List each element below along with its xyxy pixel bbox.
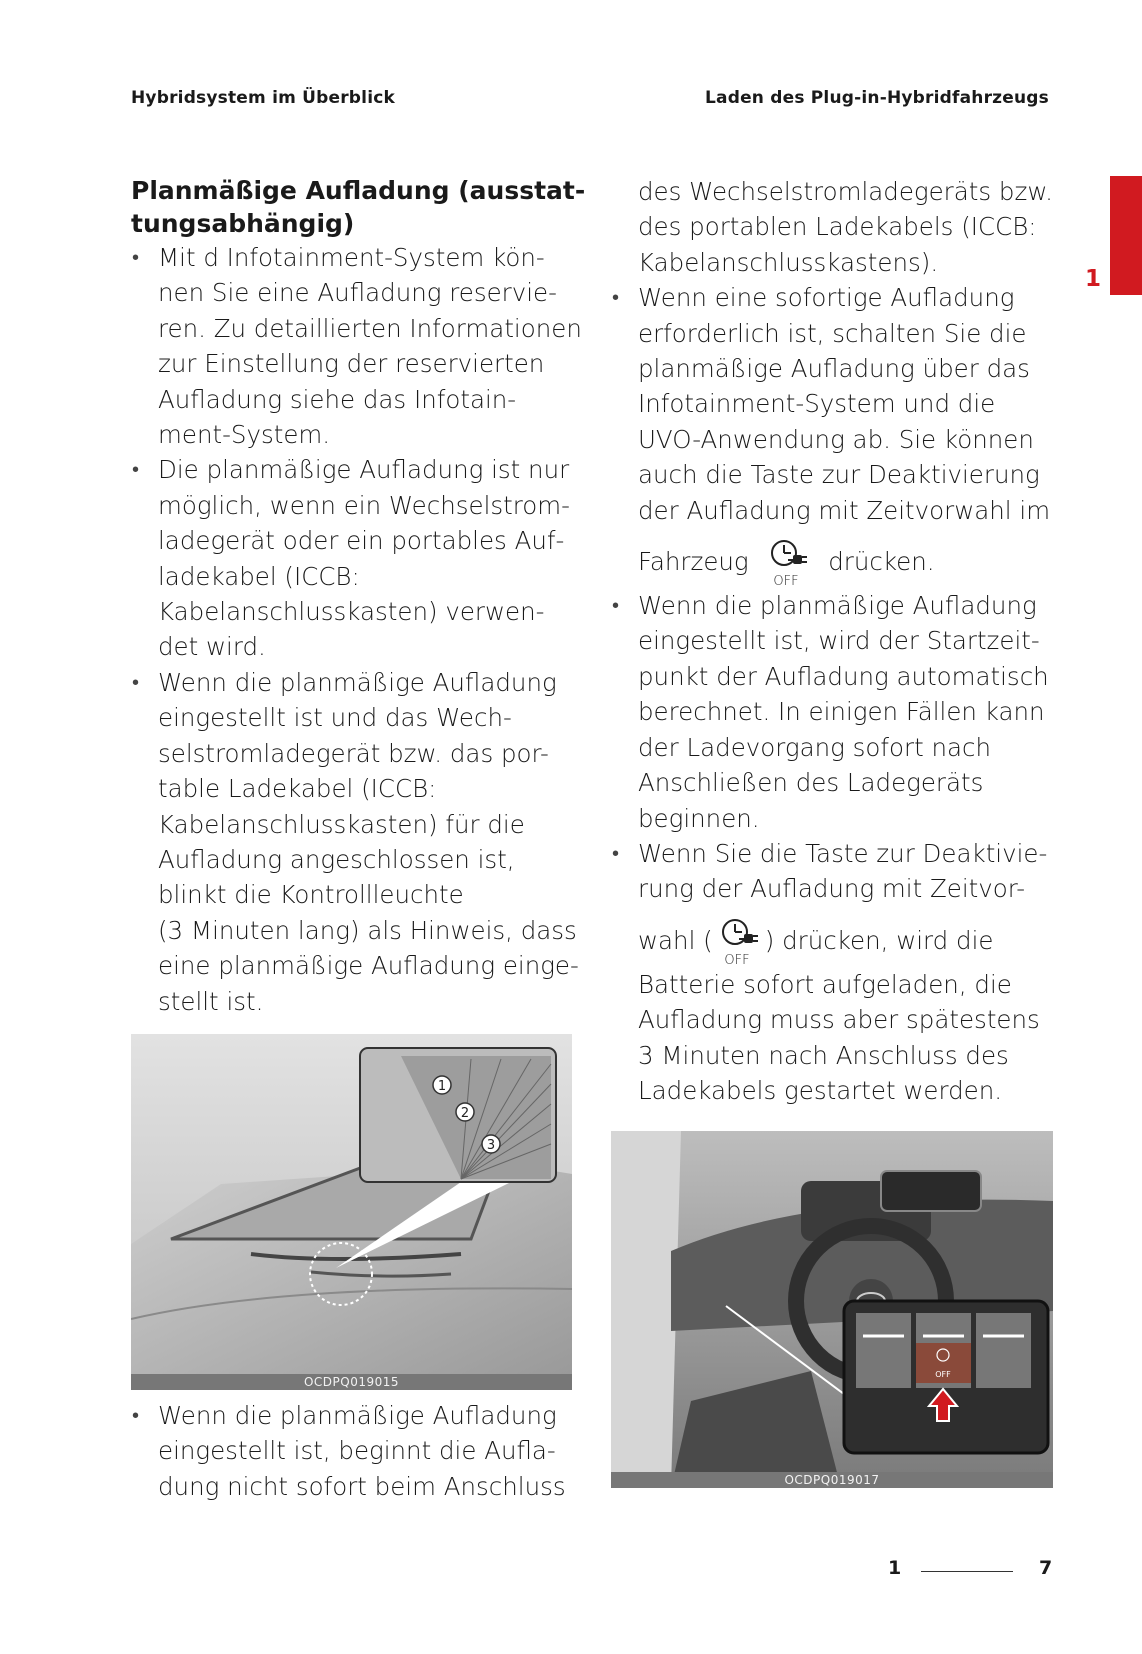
callout-2: 2 bbox=[460, 1106, 470, 1121]
left-bullet-list bbox=[131, 240, 582, 1019]
text-line: dung nicht sofort beim Anschluss bbox=[158, 1471, 566, 1501]
footer-divider bbox=[921, 1571, 1013, 1572]
text-line: rung der Aufladung mit Zeitvor- bbox=[638, 874, 1026, 904]
text-line: (3 Minuten lang) als Hinweis, dass bbox=[158, 915, 577, 945]
text-line: table Ladekabel (ICCB: bbox=[158, 774, 437, 804]
text-line: stellt ist. bbox=[158, 986, 264, 1016]
text-line: • Wenn Sie die Taste zur Deaktivie- bbox=[638, 838, 1048, 868]
text-line: nen Sie eine Aufladung reservie- bbox=[158, 278, 557, 308]
text-fragment: ) drücken, wird die bbox=[764, 925, 994, 955]
icon-off-label: OFF bbox=[724, 952, 750, 967]
text-line: ladekabel (ICCB: bbox=[158, 561, 360, 591]
timer-charge-off-icon bbox=[766, 538, 810, 588]
figure-windshield-indicator bbox=[131, 1034, 572, 1390]
chapter-tab bbox=[1110, 176, 1142, 295]
text-line: eingestellt ist und das Wech- bbox=[158, 703, 512, 733]
text-line: Aufladung siehe das Infotain- bbox=[158, 384, 517, 414]
text-line: punkt der Aufladung automatisch bbox=[638, 661, 1049, 691]
running-header-right: Laden des Plug-in-Hybridfahrzeugs bbox=[705, 88, 1049, 108]
text-line: zur Einstellung der reservierten bbox=[158, 349, 545, 379]
text-line-with-icon bbox=[638, 917, 1051, 967]
text-line: eine planmäßige Aufladung einge- bbox=[158, 951, 579, 981]
button-off-label: OFF bbox=[935, 1370, 951, 1379]
text-line: • Die planmäßige Aufladung ist nur bbox=[158, 455, 570, 485]
callout-3: 3 bbox=[486, 1138, 496, 1153]
icon-off-label: OFF bbox=[773, 574, 800, 589]
continuation-text bbox=[611, 174, 1051, 280]
text-line: des portablen Ladekabels (ICCB: bbox=[638, 212, 1037, 242]
right-bullet-list bbox=[611, 280, 1051, 1108]
text-fragment: drücken. bbox=[828, 547, 935, 577]
bullet-item bbox=[131, 1398, 571, 1504]
callout-1: 1 bbox=[437, 1079, 447, 1094]
text-line: Kabelanschlusskasten) für die bbox=[158, 809, 525, 839]
bullet-item bbox=[131, 665, 579, 1019]
bullet-item bbox=[131, 240, 582, 452]
left-bottom-text bbox=[131, 1398, 571, 1504]
bullet-item bbox=[611, 588, 1051, 836]
text-line-with-icon bbox=[638, 538, 1051, 588]
text-line: • Wenn die planmäßige Aufladung bbox=[158, 667, 557, 697]
dashboard-illustration bbox=[611, 1131, 1053, 1488]
text-line: berechnet. In einigen Fällen kann bbox=[638, 697, 1045, 727]
figure-dashboard-button bbox=[611, 1131, 1053, 1488]
section-title bbox=[131, 174, 586, 240]
text-line: Infotainment-System und die bbox=[638, 389, 996, 419]
text-line: • Wenn die planmäßige Aufladung bbox=[158, 1401, 557, 1430]
text-line: • Wenn eine sofortige Aufladung bbox=[638, 283, 1015, 313]
footer-chapter-number: 1 bbox=[888, 1557, 902, 1579]
text-fragment: Fahrzeug bbox=[638, 547, 749, 577]
text-line: 3 Minuten nach Anschluss des bbox=[638, 1040, 1009, 1070]
bullet-item bbox=[611, 280, 1051, 588]
title-line: tungsabhängig) bbox=[131, 209, 355, 238]
text-line: erforderlich ist, schalten Sie die bbox=[638, 318, 1027, 348]
text-line: det wird. bbox=[158, 632, 266, 662]
text-line: möglich, wenn ein Wechselstrom- bbox=[158, 490, 571, 520]
title-line: Planmäßige Aufladung (ausstat- bbox=[131, 176, 586, 205]
figure-caption: OCDPQ019017 bbox=[611, 1472, 1053, 1488]
footer-page-number: 7 bbox=[1039, 1557, 1053, 1579]
text-line: • Wenn die planmäßige Aufladung bbox=[638, 591, 1037, 621]
left-column bbox=[131, 174, 586, 1019]
running-header-left: Hybridsystem im Überblick bbox=[131, 88, 396, 108]
text-line: Ladekabels gestartet werden. bbox=[638, 1075, 1003, 1105]
text-line: Kabelanschlusskastens). bbox=[638, 247, 939, 277]
text-line: des Wechselstromladegeräts bzw. bbox=[638, 177, 1053, 206]
text-line: Kabelanschlusskasten) verwen- bbox=[158, 597, 545, 627]
text-line: Batterie sofort aufgeladen, die bbox=[638, 969, 1012, 999]
text-line: ladegerät oder ein portables Auf- bbox=[158, 526, 565, 556]
text-line: Aufladung muss aber spätestens bbox=[638, 1005, 1040, 1035]
text-line: planmäßige Aufladung über das bbox=[638, 354, 1030, 384]
timer-charge-off-icon bbox=[717, 917, 761, 967]
text-fragment: wahl ( bbox=[638, 925, 713, 955]
text-line: beginnen. bbox=[638, 803, 760, 833]
bullet-item bbox=[131, 452, 571, 664]
figure-caption: OCDPQ019015 bbox=[131, 1374, 572, 1390]
bullet-item bbox=[611, 836, 1051, 1108]
text-line: blinkt die Kontrollleuchte bbox=[158, 880, 464, 910]
text-line: der Ladevorgang sofort nach bbox=[638, 732, 992, 762]
windshield-illustration bbox=[131, 1034, 572, 1390]
text-line: selstromladegerät bzw. das por- bbox=[158, 738, 549, 768]
text-line: • Mit d Infotainment-System kön- bbox=[158, 243, 545, 272]
text-line: eingestellt ist, wird der Startzeit- bbox=[638, 626, 1040, 656]
text-line: ren. Zu detaillierten Informationen bbox=[158, 313, 582, 343]
right-column bbox=[611, 174, 1051, 1108]
text-line: der Aufladung mit Zeitvorwahl im bbox=[638, 495, 1051, 525]
text-line: auch die Taste zur Deaktivierung bbox=[638, 460, 1040, 490]
text-line: Aufladung angeschlossen ist, bbox=[158, 844, 515, 874]
text-line: ment-System. bbox=[158, 420, 331, 450]
text-line: UVO-Anwendung ab. Sie können bbox=[638, 424, 1034, 454]
text-line: eingestellt ist, beginnt die Aufla- bbox=[158, 1436, 556, 1466]
text-line: Anschließen des Ladegeräts bbox=[638, 768, 984, 798]
chapter-tab-number: 1 bbox=[1085, 266, 1102, 292]
